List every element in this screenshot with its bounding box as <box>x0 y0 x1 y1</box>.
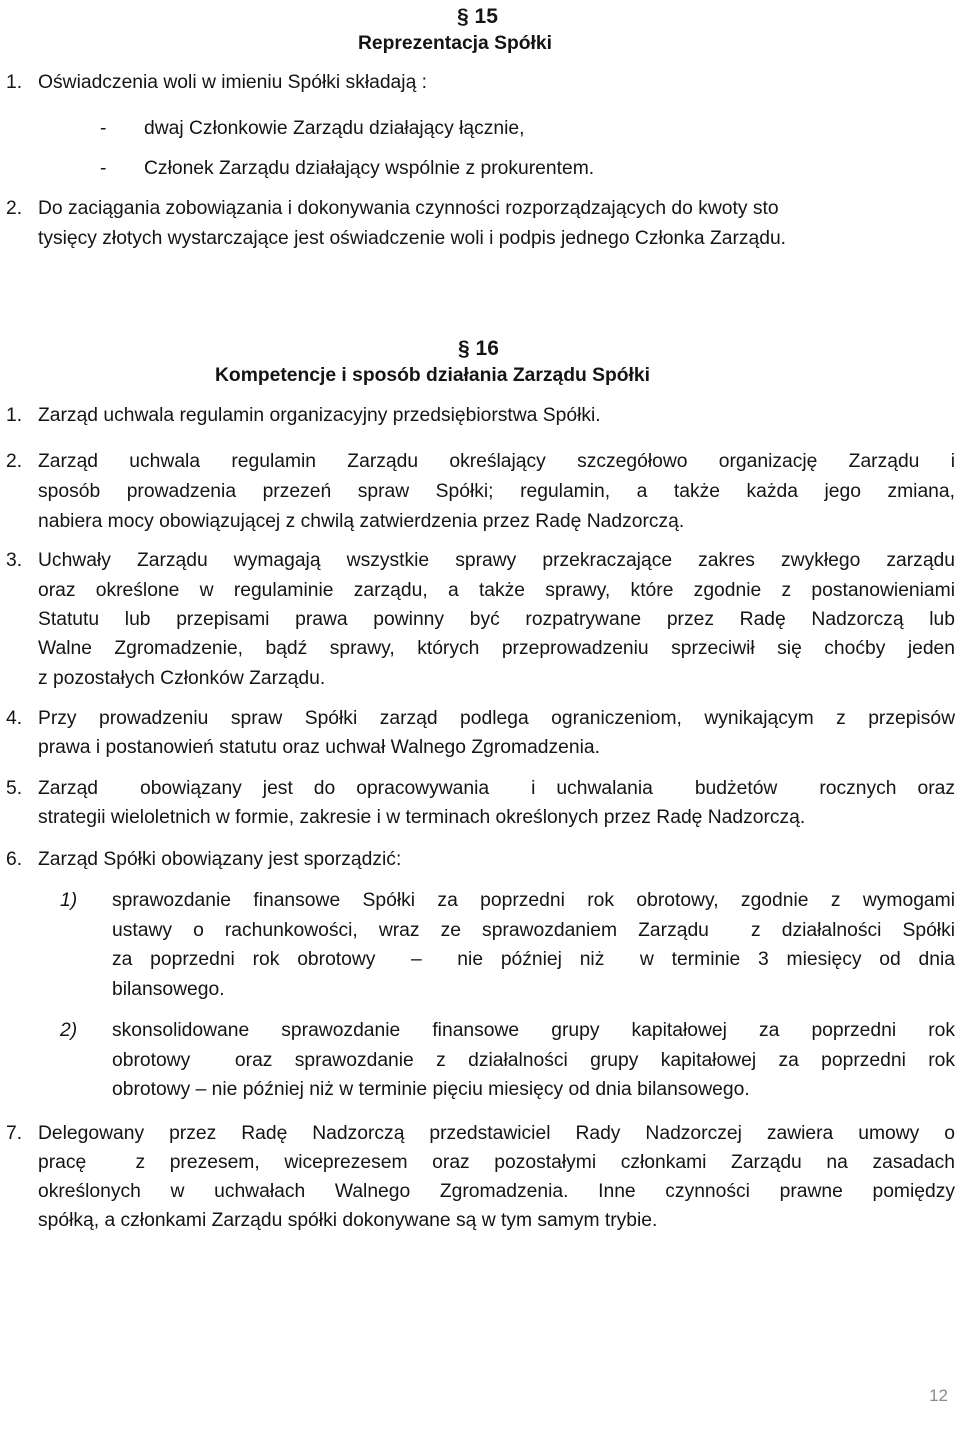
s16-item-3-line-1: Uchwały Zarządu wymagają wszystkie sprawy przekraczające zakres zwykłego zarządu <box>38 550 955 571</box>
s16-item-2-number: 2. <box>6 451 23 472</box>
s16-item-6-number: 6. <box>6 849 23 870</box>
s16-item-5-number: 5. <box>6 778 23 799</box>
section-15-heading: § 15 <box>457 5 498 28</box>
s16-sub-1-number: 1) <box>60 890 78 911</box>
s16-item-7-line-1: Delegowany przez Radę Nadzorczą przedstawiciel Rady Nadzorczej zawiera umowy o <box>38 1123 955 1144</box>
s16-item-3-line-3: Statutu lub przepisami prawa powinny być rozpatrywane przez Radę Nadzorczą lub <box>38 609 955 630</box>
section-16-heading: § 16 <box>458 337 499 360</box>
s16-item-1-number: 1. <box>6 405 23 426</box>
s16-item-3-line-2: oraz określone w regulaminie zarządu, a także sprawy, które zgodnie z postanowieniami <box>38 580 955 601</box>
s15-bullet-1-text: dwaj Członkowie Zarządu działający łącznie, <box>144 118 525 139</box>
s15-item-1-text: Oświadczenia woli w imieniu Spółki składają : <box>38 72 428 93</box>
s16-sub-1-line-2: ustawy o rachunkowości, wraz ze sprawozdaniem Zarządu z działalności Spółki <box>112 920 955 941</box>
s16-item-7-line-4: spółką, a członkami Zarządu spółki dokonywane są w tym samym trybie. <box>38 1210 658 1231</box>
s16-sub-2-line-1: skonsolidowane sprawozdanie finansowe grupy kapitałowej za poprzedni rok <box>112 1020 955 1041</box>
s15-item-2-line-2: tysięcy złotych wystarczające jest oświadczenie woli i podpis jednego Członka Zarządu. <box>38 228 787 249</box>
s16-item-3-line-5: z pozostałych Członków Zarządu. <box>38 668 326 689</box>
s16-item-1-text: Zarząd uchwala regulamin organizacyjny przedsiębiorstwa Spółki. <box>38 405 601 426</box>
section-16-number: 16 <box>475 337 499 360</box>
s16-item-3-line-4: Walne Zgromadzenie, bądź sprawy, których przeprowadzeniu sprzeciwił się choćby jeden <box>38 638 955 659</box>
s16-item-5-line-2: strategii wieloletnich w formie, zakresie i w terminach określonych przez Radę Nadzorczą. <box>38 807 806 828</box>
s16-item-7-number: 7. <box>6 1123 23 1144</box>
s16-item-2-line-3: nabiera mocy obowiązującej z chwilą zatwierdzenia przez Radę Nadzorczą. <box>38 511 685 532</box>
s15-bullet-2-dash: - <box>100 158 107 179</box>
s16-item-2-line-2: sposób prowadzenia przezeń spraw Spółki; regulamin, a także każda jego zmiana, <box>38 481 955 502</box>
s15-bullet-1-dash: - <box>100 118 107 139</box>
s16-item-7-line-3: określonych w uchwałach Walnego Zgromadzenia. Inne czynności prawne pomiędzy <box>38 1181 955 1202</box>
s16-sub-2-line-2: obrotowy oraz sprawozdanie z działalności grupy kapitałowej za poprzedni rok <box>112 1050 955 1071</box>
page-number: 12 <box>929 1386 948 1405</box>
s16-sub-1-line-4: bilansowego. <box>112 979 225 1000</box>
s16-item-3-number: 3. <box>6 550 23 571</box>
s16-item-5-line-1: Zarząd obowiązany jest do opracowywania i uchwalania budżetów rocznych oraz <box>38 778 955 799</box>
s16-sub-1-line-3: za poprzedni rok obrotowy – nie później niż w terminie 3 miesięcy od dnia <box>112 949 955 970</box>
s16-item-4-number: 4. <box>6 708 23 729</box>
s16-item-4-line-1: Przy prowadzeniu spraw Spółki zarząd podlega ograniczeniom, wynikającym z przepisów <box>38 708 955 729</box>
s16-sub-2-line-3: obrotowy – nie później niż w terminie pięciu miesięcy od dnia bilansowego. <box>112 1079 750 1100</box>
s16-item-2-line-1: Zarząd uchwala regulamin Zarządu określający szczegółowo organizację Zarządu i <box>38 451 955 472</box>
section-15-number: 15 <box>474 5 498 28</box>
s16-item-6-text: Zarząd Spółki obowiązany jest sporządzić: <box>38 849 402 870</box>
s15-item-2-number: 2. <box>6 198 23 219</box>
s15-item-2-line-1: Do zaciągania zobowiązania i dokonywania czynności rozporządzających do kwoty sto <box>38 198 779 219</box>
s16-sub-2-number: 2) <box>60 1020 78 1041</box>
s16-item-4-line-2: prawa i postanowień statutu oraz uchwał Walnego Zgromadzenia. <box>38 737 600 758</box>
s15-bullet-2-text: Członek Zarządu działający wspólnie z prokurentem. <box>144 158 595 179</box>
s16-sub-1-line-1: sprawozdanie finansowe Spółki za poprzedni rok obrotowy, zgodnie z wymogami <box>112 890 955 911</box>
s16-item-7-line-2: pracę z prezesem, wiceprezesem oraz pozostałymi członkami Zarządu na zasadach <box>38 1152 955 1173</box>
section-16-title: Kompetencje i sposób działania Zarządu Spółki <box>215 365 650 386</box>
section-15-title: Reprezentacja Spółki <box>358 33 552 54</box>
s15-item-1-number: 1. <box>6 72 23 93</box>
